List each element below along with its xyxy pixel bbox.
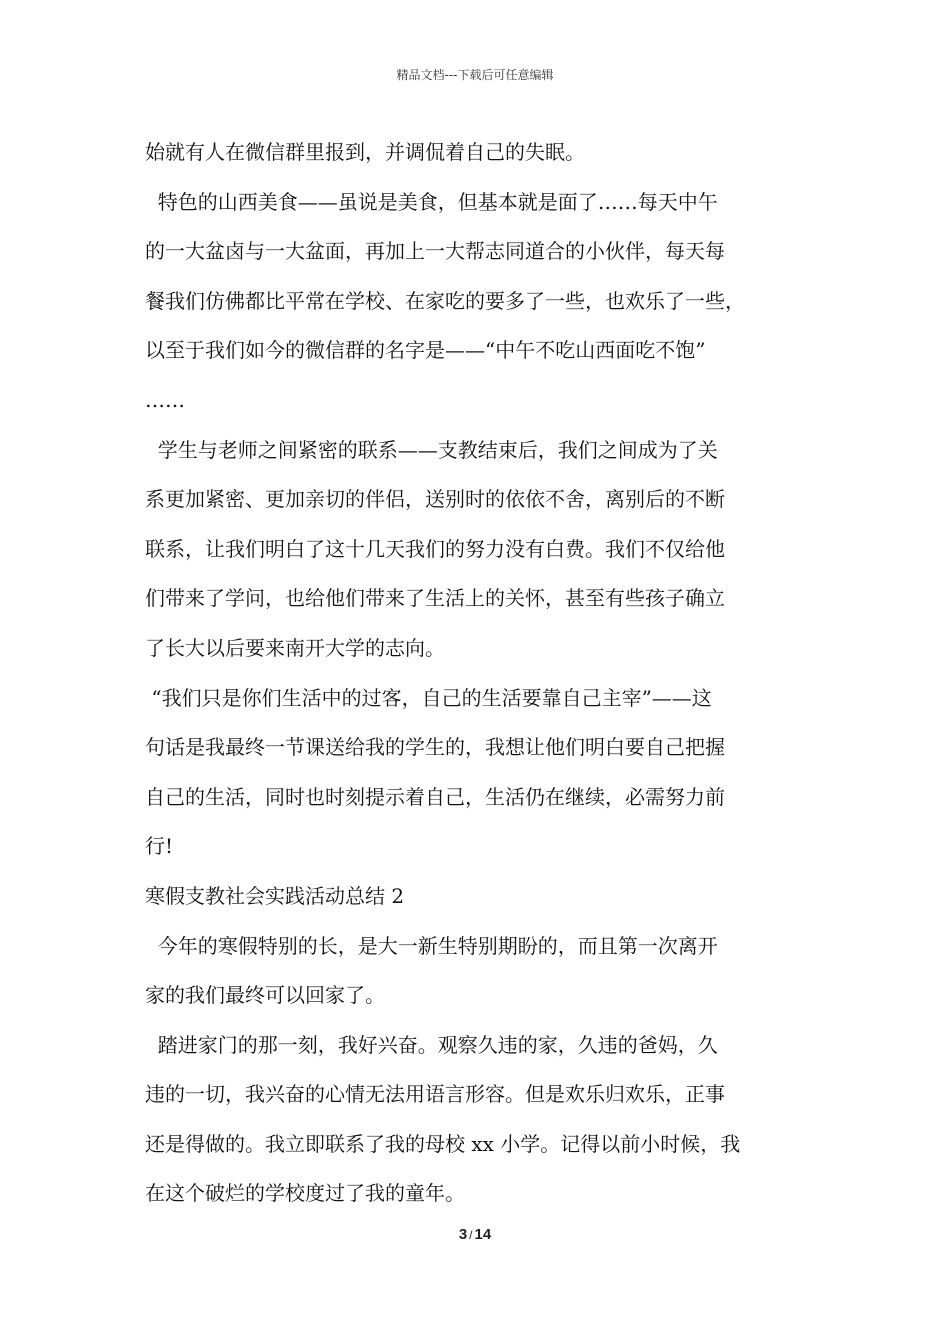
- text-line: 踏进家门的那一刻，我好兴奋。观察久违的家，久违的爸妈，久: [145, 1032, 718, 1057]
- text-line: 们带来了学问，也给他们带来了生活上的关怀，甚至有些孩子确立: [145, 586, 725, 611]
- text-line: 了长大以后要来南开大学的志向。: [145, 635, 445, 660]
- current-page: 3: [458, 1226, 468, 1243]
- text-line: 始就有人在微信群里报到，并调侃着自己的失眠。: [145, 140, 585, 164]
- text-line: 自己的生活，同时也时刻提示着自己，生活仍在继续，必需努力前: [145, 784, 725, 809]
- text-line: 以至于我们如今的微信群的名字是——“中午不吃山西面吃不饱”: [145, 338, 706, 363]
- text-line: ……: [145, 387, 185, 412]
- text-line: 系更加紧密、更加亲切的伴侣，送别时的依依不舍，离别后的不断: [145, 487, 725, 512]
- text-line: 还是得做的。我立即联系了我的母校 xx 小学。记得以前小时候，我: [145, 1131, 741, 1156]
- text-line: 行!: [145, 834, 174, 859]
- text-line: 今年的寒假特别的长，是大一新生特别期盼的，而且第一次离开: [145, 933, 718, 958]
- page-separator: /: [469, 1228, 473, 1242]
- text-line: 联系，让我们明白了这十几天我们的努力没有白费。我们不仅给他: [145, 536, 725, 561]
- text-line: 句话是我最终一节课送给我的学生的，我想让他们明白要自己把握: [145, 735, 725, 760]
- text-line: 家的我们最终可以回家了。: [145, 983, 385, 1008]
- text-line: 餐我们仿佛都比平常在学校、在家吃的要多了一些，也欢乐了一些，: [145, 288, 745, 313]
- page-number: [0, 1226, 950, 1243]
- text-line: 的一大盆卤与一大盆面，再加上一大帮志同道合的小伙伴，每天每: [145, 239, 725, 264]
- text-line: “我们只是你们生活中的过客，自己的生活要靠自己主宰”——这: [145, 685, 712, 710]
- page-header: 精品文档---下载后可任意编辑: [396, 68, 554, 82]
- text-line: 在这个破烂的学校度过了我的童年。: [145, 1181, 465, 1206]
- document-body: [145, 128, 825, 1219]
- text-line: 学生与老师之间紧密的联系——支教结束后，我们之间成为了关: [145, 437, 718, 462]
- text-line: 寒假支教社会实践活动总结 2: [145, 883, 405, 908]
- text-line: 违的一切，我兴奋的心情无法用语言形容。但是欢乐归欢乐，正事: [145, 1082, 725, 1107]
- text-line: 特色的山西美食——虽说是美食，但基本就是面了……每天中午: [145, 189, 718, 214]
- total-pages: 14: [474, 1226, 492, 1243]
